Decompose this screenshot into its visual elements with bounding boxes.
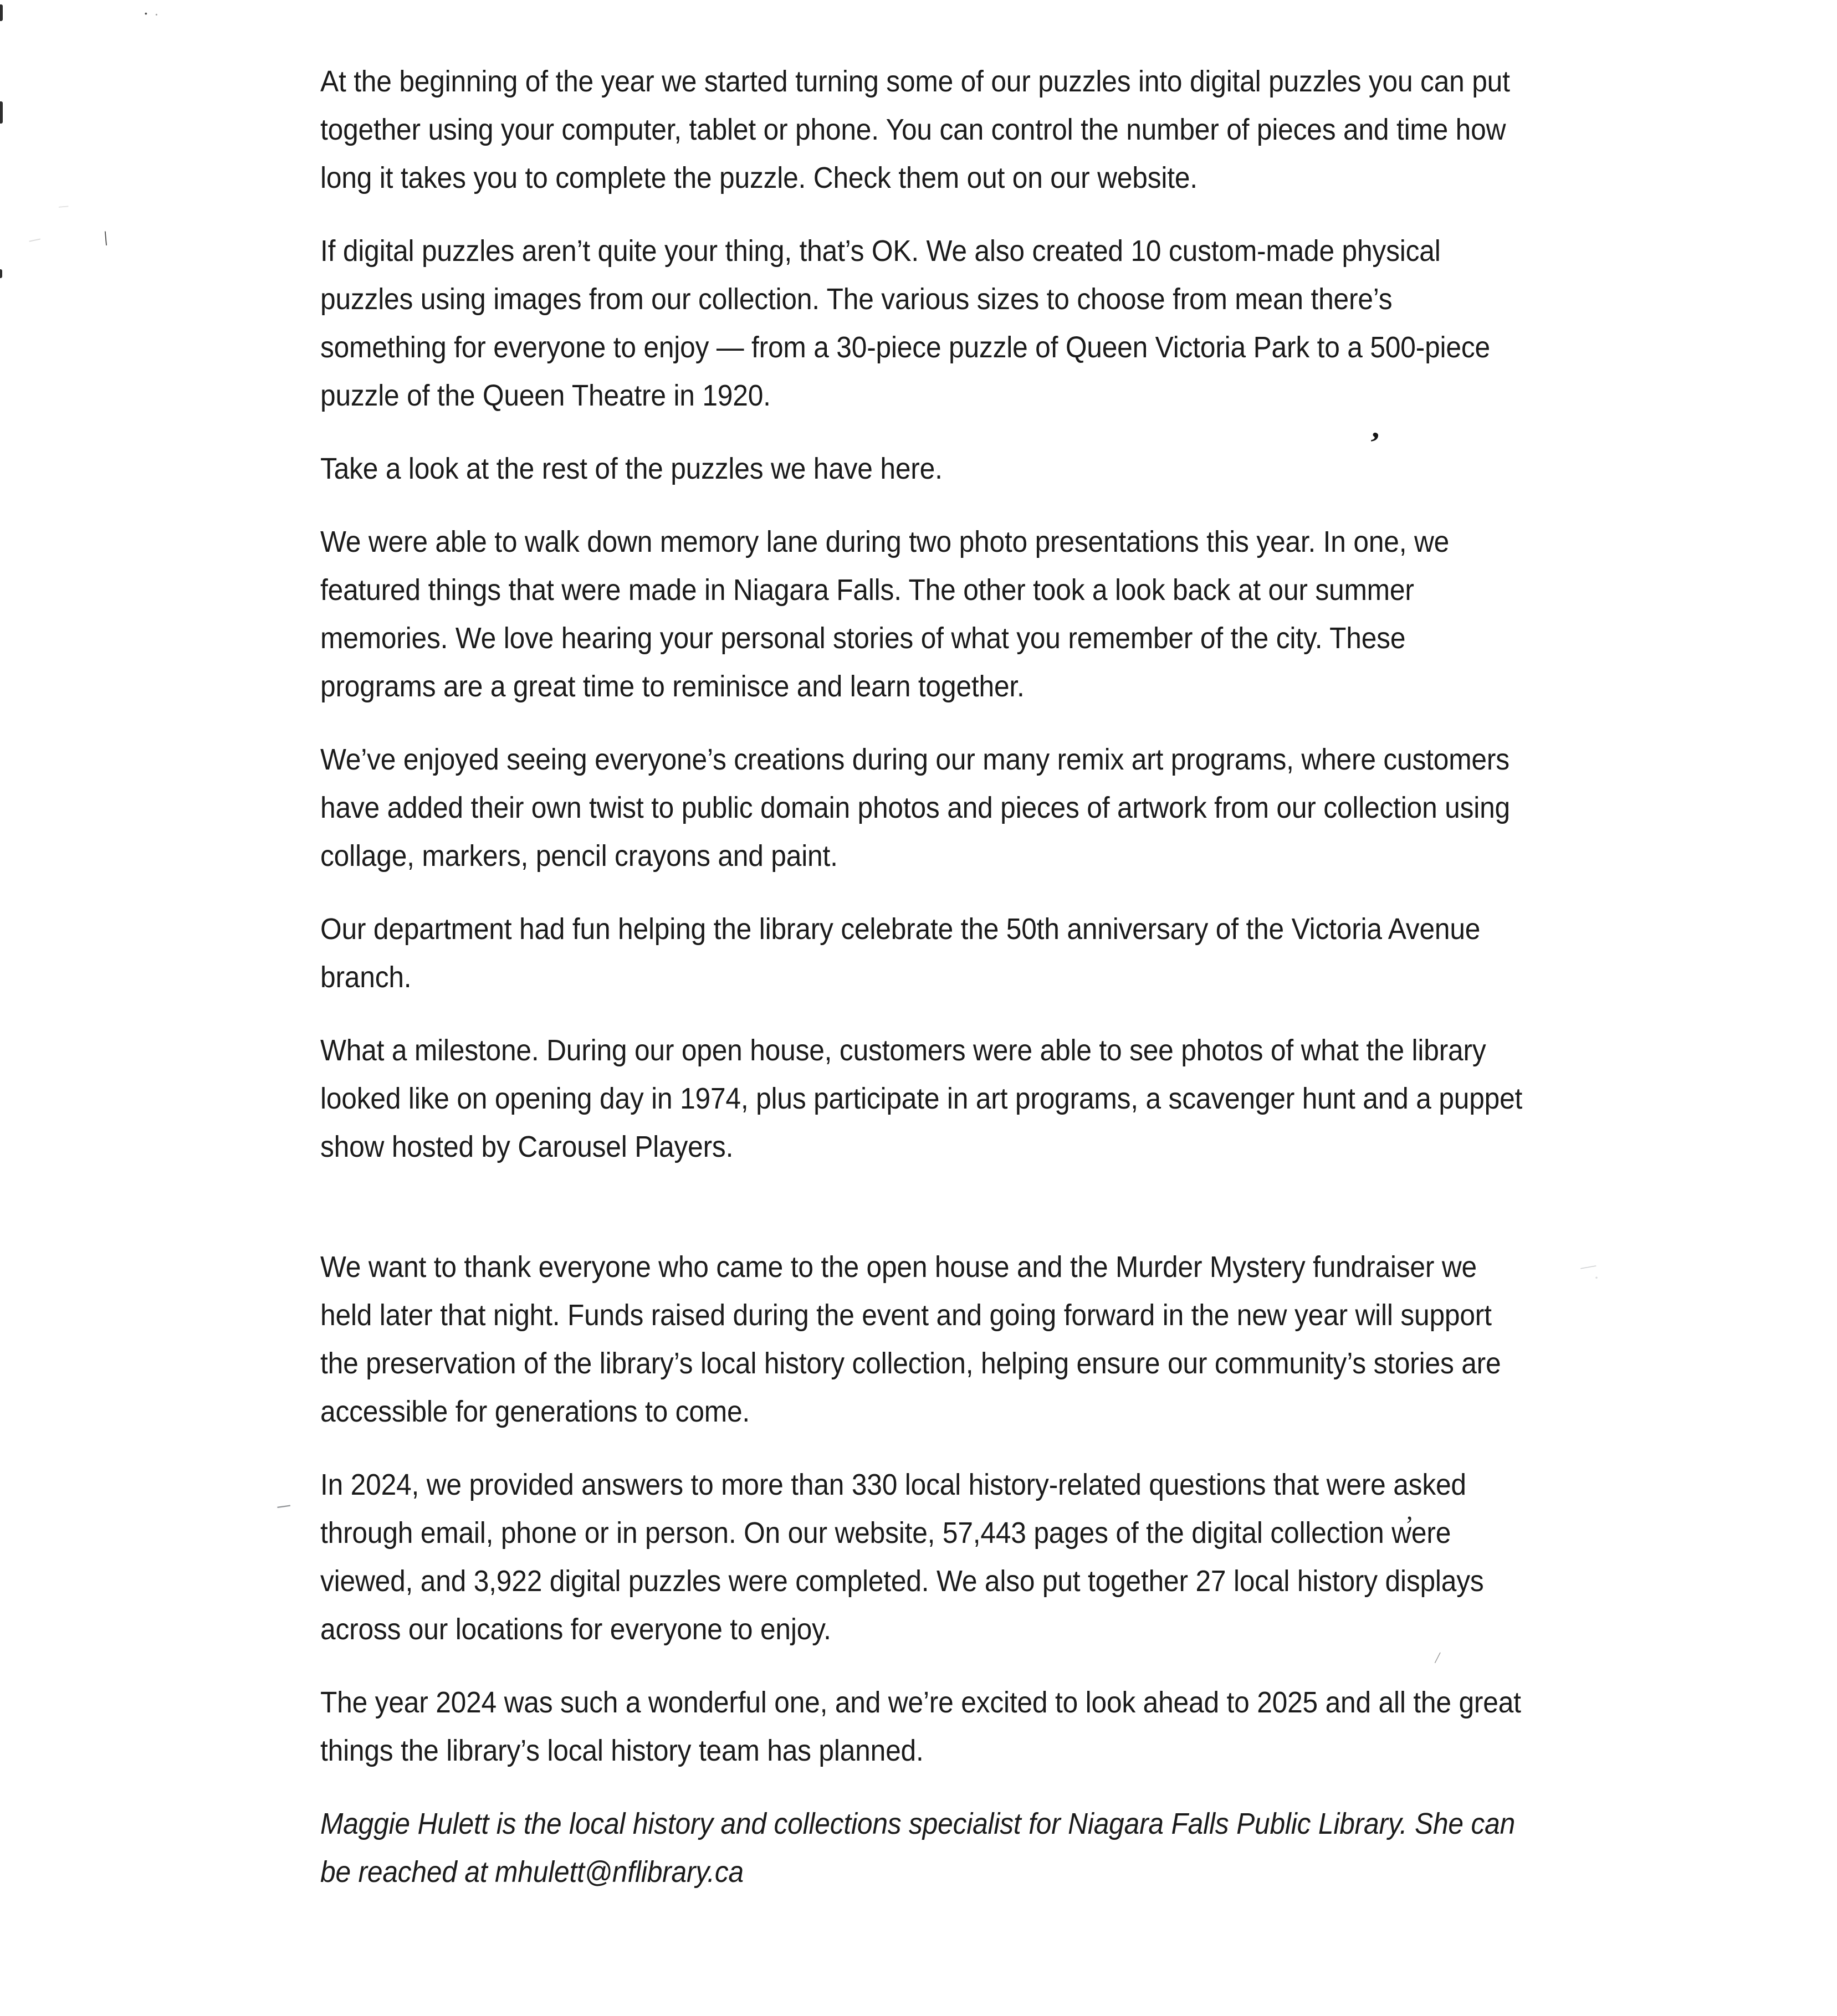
faint-smudge-b-artifact: – [58, 194, 69, 216]
paragraph: The year 2024 was such a wonderful one, and we’re excited to look ahead to 2025 and all the great things the library’s local history team has planned. [320, 1686, 1521, 1767]
scan-edge-mark [0, 101, 3, 124]
dot-speck-dark-artifact: · [143, 3, 149, 23]
ink-blot-artifact: ’ [1365, 425, 1382, 461]
gray-smudge-dot-artifact: · [1594, 1269, 1599, 1287]
paragraph: We want to thank everyone who came to the open house and the Murder Mystery fundraiser we held later that night. Funds raised during the event and going forward in the new year will support the preservation of the library’s local history collection, helping ensure our community’s stories are accessible for generations to come. [320, 1250, 1501, 1428]
slash-speck-artifact: / [1434, 1648, 1441, 1668]
article-text [320, 0, 1523, 1921]
stray-comma-artifact: , [1406, 1496, 1413, 1525]
paragraph: What a milestone. During our open house, customers were able to see photos of what the library looked like on opening day in 1974, plus participate in art programs, a scavenger hunt and a puppet show hosted by Carousel Players. [320, 1034, 1523, 1163]
paragraph: We were able to walk down memory lane during two photo presentations this year. In one, we featured things that were made in Niagara Falls. The other took a look back at our summer memories. We love hearing your personal stories of what you remember of the city. These programs are a great time to reminisce and learn together. [320, 525, 1450, 703]
gray-smudge-artifact: — [1579, 1256, 1598, 1276]
paragraph: If digital puzzles aren’t quite your thing, that’s OK. We also created 10 custom-made physical puzzles using images from our collection. The various sizes to choose from mean there’s something for everyone to enjoy — from a 30-piece puzzle of Queen Victoria Park to a 500-piece puzzle of the Queen Theatre in 1920. [320, 234, 1490, 412]
scan-edge-mark [0, 269, 2, 278]
tick-mark-artifact: \ [100, 227, 111, 250]
paragraph: At the beginning of the year we started turning some of our puzzles into digital puzzles you can put together using your computer, tablet or phone. You can control the number of pieces and time how long it takes you to complete the puzzle. Check them out on our website. [320, 65, 1510, 194]
faint-smudge-a-artifact: – [26, 224, 43, 252]
gray-dash-artifact: – [275, 1489, 292, 1519]
paragraph: We’ve enjoyed seeing everyone’s creations during our many remix art programs, where customers have added their own twist to public domain photos and pieces of artwork from our collection using collage, markers, pencil crayons and paint. [320, 743, 1511, 873]
paragraph: Our department had fun helping the library celebrate the 50th anniversary of the Victoria Avenue branch. [320, 912, 1481, 994]
paragraph: Take a look at the rest of the puzzles we have here. [320, 452, 943, 485]
dot-speck-light-artifact: · [154, 7, 159, 23]
scan-edge-mark [0, 4, 3, 21]
paragraph: In 2024, we provided answers to more than 330 local history-related questions that were asked through email, phone or in person. On our website, 57,443 pages of the digital collection were viewed, and 3,922 digital puzzles were completed. We also put together 27 local history displays across our locations for everyone to enjoy. [320, 1468, 1484, 1646]
byline: Maggie Hulett is the local history and collections specialist for Niagara Falls Public Library. She can be reached at mhulett@nflibrary.ca [320, 1807, 1516, 1889]
